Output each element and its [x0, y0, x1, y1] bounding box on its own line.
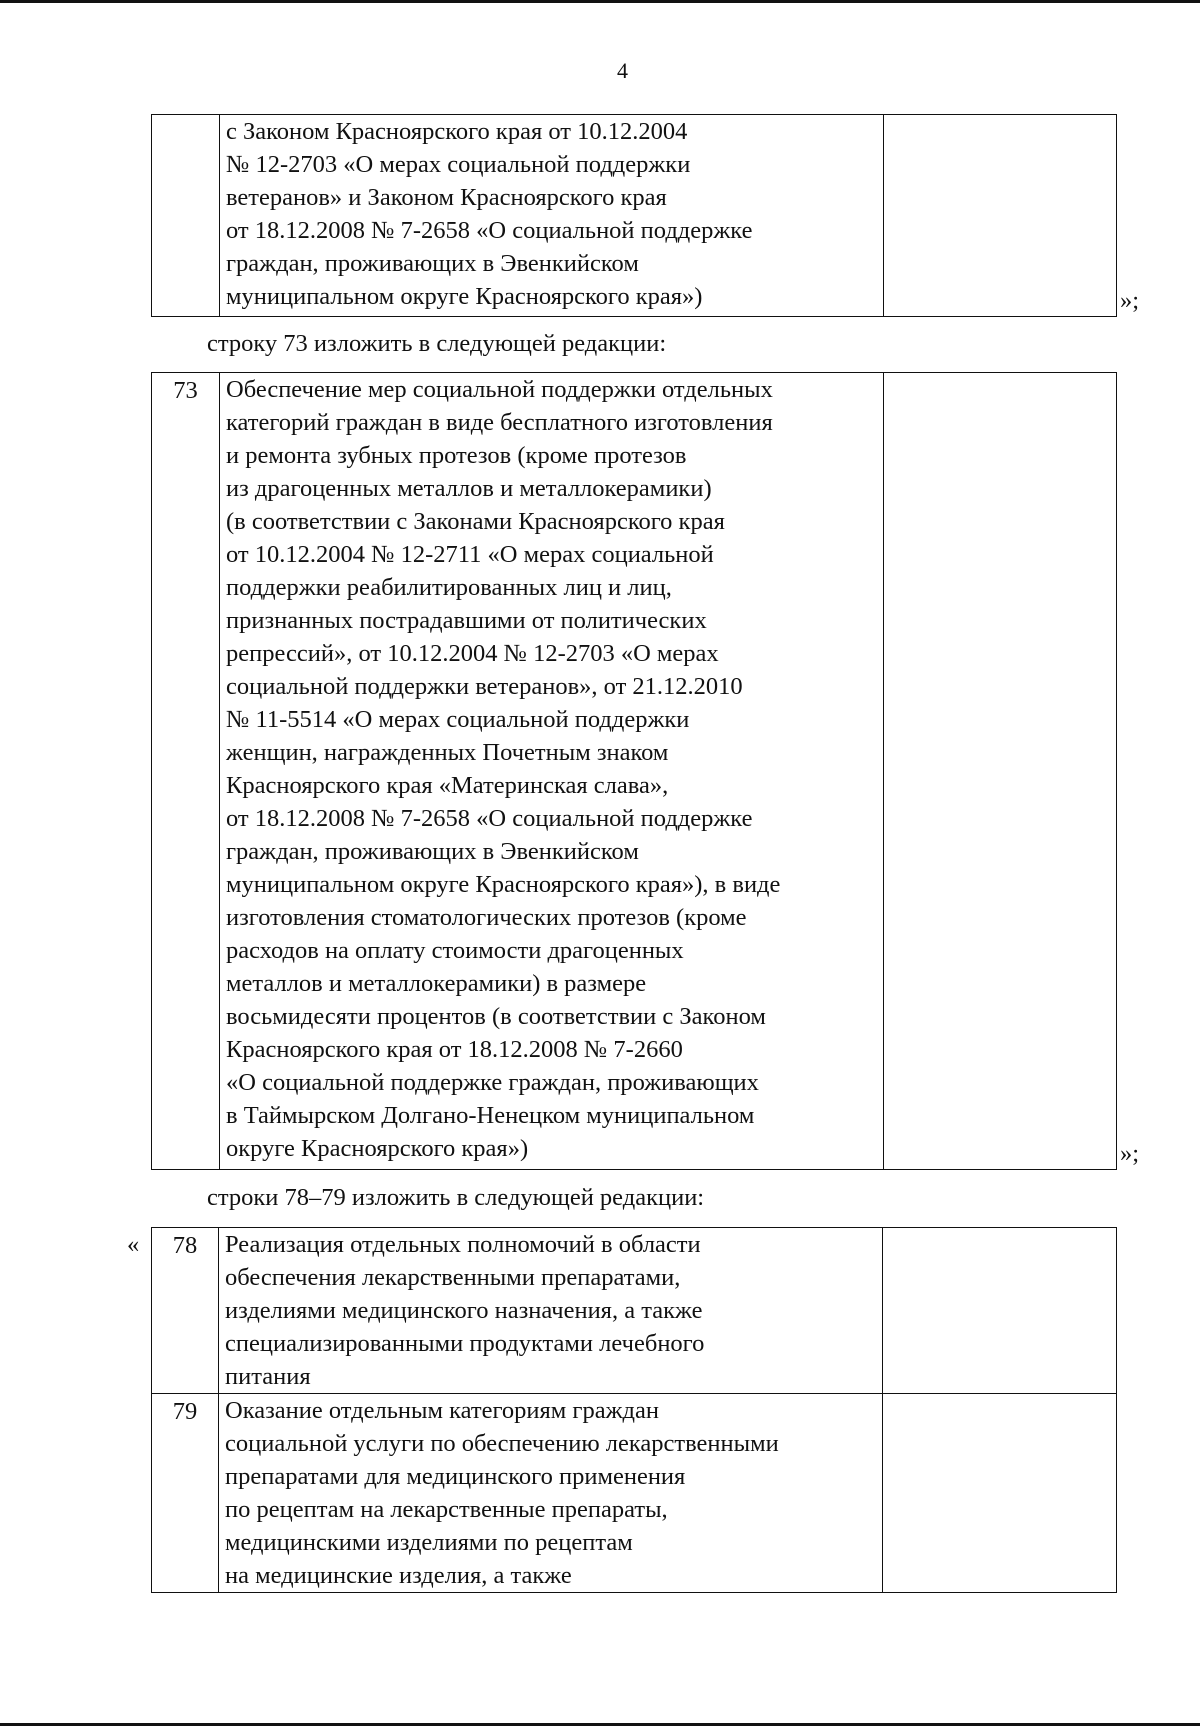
instruction-row-73: строку 73 изложить в следующей редакции: [207, 330, 667, 357]
row-value-cell [883, 1394, 1117, 1593]
closing-quote: »; [1120, 287, 1140, 314]
row-number-cell: 79 [152, 1394, 219, 1593]
row-number-cell: 73 [152, 373, 220, 1170]
table-continuation [151, 114, 1117, 317]
row-value-cell [884, 115, 1117, 317]
top-edge-rule [0, 0, 1200, 3]
table-rows-78-79 [151, 1227, 1117, 1593]
page-number: 4 [617, 58, 628, 83]
table-row [152, 373, 1117, 1170]
row-text-cell: Реализация отдельных полномочий в области обеспечения лекарственными препаратами, изделиями медицинского назначения, а также специализированными продуктами лечебного питания [219, 1228, 883, 1394]
closing-quote: »; [1120, 1140, 1140, 1167]
row-text-cell: Обеспечение мер социальной поддержки отдельных категорий граждан в виде бесплатного изготовления и ремонта зубных протезов (кроме протезов из драгоценных металлов и металлокерамики) (в соответствии с Законами Красноярского края от 10.12.2004 № 12-2711 «О мерах социальной поддержки реабилитированных лиц и лиц, признанных пострадавшими от политических репрессий», от 10.12.2004 № 12-2703 «О мерах социальной поддержки ветеранов», от 21.12.2010 № 11-5514 «О мерах социальной поддержки женщин, награжденных Почетным знаком Красноярского края «Материнская слава», от 18.12.2008 № 7-2658 «О социальной поддержке граждан, проживающих в Эвенкийском муниципальном округе Красноярского края»), в виде изготовления стоматологических протезов (кроме расходов на оплату стоимости драгоценных металлов и металлокерамики) в размере восьмидесяти процентов (в соответствии с Законом Красноярского края от 18.12.2008 № 7-2660 «О социальной поддержке граждан, проживающих в Таймырском Долгано-Ненецком муниципальном округе Красноярского края») [220, 373, 884, 1170]
bottom-edge-rule [0, 1723, 1200, 1726]
row-text-cell: Оказание отдельным категориям граждан социальной услуги по обеспечению лекарственными препаратами для медицинского применения по рецептам на лекарственные препараты, медицинскими изделиями по рецептам на медицинские изделия, а также [219, 1394, 883, 1593]
opening-quote: « [127, 1231, 140, 1258]
row-text-cell: с Законом Красноярского края от 10.12.2004 № 12-2703 «О мерах социальной поддержки ветеранов» и Законом Красноярского края от 18.12.2008 № 7-2658 «О социальной поддержке граждан, проживающих в Эвенкийском муниципальном округе Красноярского края») [220, 115, 884, 317]
row-number-cell: 78 [152, 1228, 219, 1394]
table-row [152, 1394, 1117, 1593]
row-number-cell [152, 115, 220, 317]
table-row [152, 115, 1117, 317]
table-row [152, 1228, 1117, 1394]
row-value-cell [883, 1228, 1117, 1394]
table-row-73 [151, 372, 1117, 1170]
row-value-cell [884, 373, 1117, 1170]
instruction-rows-78-79: строки 78–79 изложить в следующей редакции: [207, 1184, 705, 1211]
